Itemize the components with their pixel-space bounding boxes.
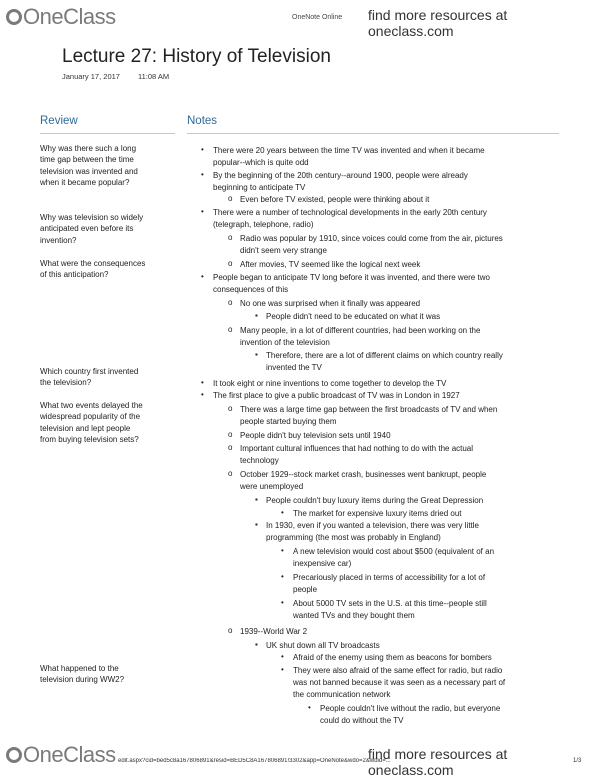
bullet-icon: ▪ <box>255 311 258 320</box>
bullet-icon: • <box>281 546 284 555</box>
bullet-icon: ▪ <box>255 350 258 359</box>
review-question: Why was television so widely anticipated even before its invention? <box>40 213 144 245</box>
note-line: After movies, TV seemed like the logical next week <box>240 260 421 269</box>
note-line: invented the TV <box>266 363 322 372</box>
note-line: programming (the most was probably in England) <box>266 533 441 542</box>
note-line: were unemployed <box>240 482 304 491</box>
note-line: There were a number of technological developments in the early 20th century <box>213 208 487 217</box>
note-line: There was a large time gap between the first broadcasts of TV and when <box>240 405 498 414</box>
note-line: the communication network <box>293 690 391 699</box>
bullet-icon: • <box>281 652 284 661</box>
note-line: People began to anticipate TV long before it was invented, and there were two <box>213 273 490 282</box>
bullet-icon: • <box>281 598 284 607</box>
page-time: 11:08 AM <box>138 72 170 81</box>
onenote-label: OneNote Online <box>292 14 343 21</box>
note-line: UK shut down all TV broadcasts <box>266 641 380 650</box>
note-line: Therefore, there are a lot of different claims on which country really <box>266 351 503 360</box>
note-line: wanted TVs and they bought them <box>293 611 415 620</box>
note-line: was not banned because it was seen as a necessary part of <box>293 678 506 687</box>
note-line: They were also afraid of the same effect for radio, but radio <box>293 666 503 675</box>
bullet-icon: ▪ <box>255 495 258 504</box>
note-line: people started buying them <box>240 417 337 426</box>
bullet-icon: • <box>201 390 204 399</box>
bullet-icon: • <box>201 272 204 281</box>
bullet-icon: • <box>201 207 204 216</box>
bullet-icon: • <box>201 145 204 154</box>
review-question: What two events delayed the widespread popularity of the television and lept people from buying television sets? <box>40 401 143 445</box>
bullet-icon: ▪ <box>255 520 258 529</box>
notes-divider <box>187 133 559 134</box>
note-line: October 1929--stock market crash, businesses went bankrupt, people <box>240 470 487 479</box>
note-line: popular--which is quite odd <box>213 158 309 167</box>
bullet-icon: o <box>228 443 233 452</box>
bullet-icon: ▪ <box>255 640 258 649</box>
bullet-icon: o <box>228 298 233 307</box>
review-question: What happened to the television during WW2? <box>40 664 125 685</box>
note-line: People didn't buy television sets until 1940 <box>240 431 391 440</box>
note-line: About 5000 TV sets in the U.S. at this time--people still <box>293 599 487 608</box>
note-line: Important cultural influences that had nothing to do with the actual <box>240 444 474 453</box>
bullet-icon: • <box>281 665 284 674</box>
footer-logo: OneClass <box>6 742 116 768</box>
note-line: It took eight or nine inventions to come together to develop the TV <box>213 379 447 388</box>
logo-circle-icon <box>6 9 22 25</box>
note-line: 1939--World War 2 <box>240 627 308 636</box>
note-line: technology <box>240 456 279 465</box>
page-title: Lecture 27: History of Television <box>62 46 331 67</box>
bullet-icon: o <box>228 325 233 334</box>
note-line: There were 20 years between the time TV was invented and when it became <box>213 146 485 155</box>
note-line: People couldn't buy luxury items during the Great Depression <box>266 496 484 505</box>
note-line: The market for expensive luxury items dried out <box>293 509 462 518</box>
note-line: could do without the TV <box>320 716 404 725</box>
note-line: Even before TV existed, people were thinking about it <box>240 195 430 204</box>
bullet-icon: o <box>228 194 233 203</box>
note-line: inexpensive car) <box>293 559 352 568</box>
notes-heading: Notes <box>187 115 218 127</box>
footer-url: edit.aspx?cid=bed5c8a167806891&resid=BED5C8A167806891!3302&app=OneNote&wdo=2&wdid=... <box>118 758 391 764</box>
page-number: 1/3 <box>573 758 582 764</box>
note-line: (telegraph, telephone, radio) <box>213 220 314 229</box>
note-line: people <box>293 585 318 594</box>
note-line: didn't seem very strange <box>240 246 327 255</box>
note-line: Radio was popular by 1910, since voices could come from the air, pictures <box>240 234 503 243</box>
review-divider <box>40 133 175 134</box>
bullet-icon: o <box>228 469 233 478</box>
bullet-icon: • <box>281 572 284 581</box>
note-line: consequences of this <box>213 285 289 294</box>
bullet-icon: o <box>228 430 233 439</box>
note-line: By the beginning of the 20th century--around 1900, people were already <box>213 171 468 180</box>
note-line: In 1930, even if you wanted a television, there was very little <box>266 521 480 530</box>
note-line: beginning to anticipate TV <box>213 183 306 192</box>
review-heading: Review <box>40 115 78 127</box>
note-line: The first place to give a public broadcast of TV was in London in 1927 <box>213 391 460 400</box>
note-line: invention of the television <box>240 338 330 347</box>
note-line: People didn't need to be educated on what it was <box>266 312 441 321</box>
page-date: January 17, 2017 <box>62 72 120 81</box>
note-line: Afraid of the enemy using them as beacons for bombers <box>293 653 492 662</box>
note-line: No one was surprised when it finally was appeared <box>240 299 421 308</box>
review-question: Which country first invented the television? <box>40 367 139 388</box>
note-line: Precariously placed in terms of accessibility for a lot of <box>293 573 486 582</box>
bullet-icon: o <box>228 233 233 242</box>
oneclass-logo: OneClass <box>6 4 116 30</box>
review-question: Why was there such a long time gap between the time television was invented and when it became popular? <box>40 144 138 188</box>
note-line: People couldn't live without the radio, but everyone <box>320 704 501 713</box>
bullet-icon: o <box>228 626 233 635</box>
bullet-icon: • <box>201 378 204 387</box>
bullet-icon: • <box>308 703 311 712</box>
note-line: Many people, in a lot of different countries, had been working on the <box>240 326 481 335</box>
bullet-icon: • <box>281 508 284 517</box>
header-tagline: find more resources at oneclass.com <box>368 7 508 39</box>
bullet-icon: • <box>201 170 204 179</box>
bullet-icon: o <box>228 404 233 413</box>
footer-tagline: find more resources at oneclass.com <box>368 746 508 778</box>
bullet-icon: o <box>228 259 233 268</box>
logo-circle-icon <box>6 747 22 763</box>
review-question: What were the consequences of this anticipation? <box>40 259 146 280</box>
note-line: A new television would cost about $500 (equivalent of an <box>293 547 495 556</box>
